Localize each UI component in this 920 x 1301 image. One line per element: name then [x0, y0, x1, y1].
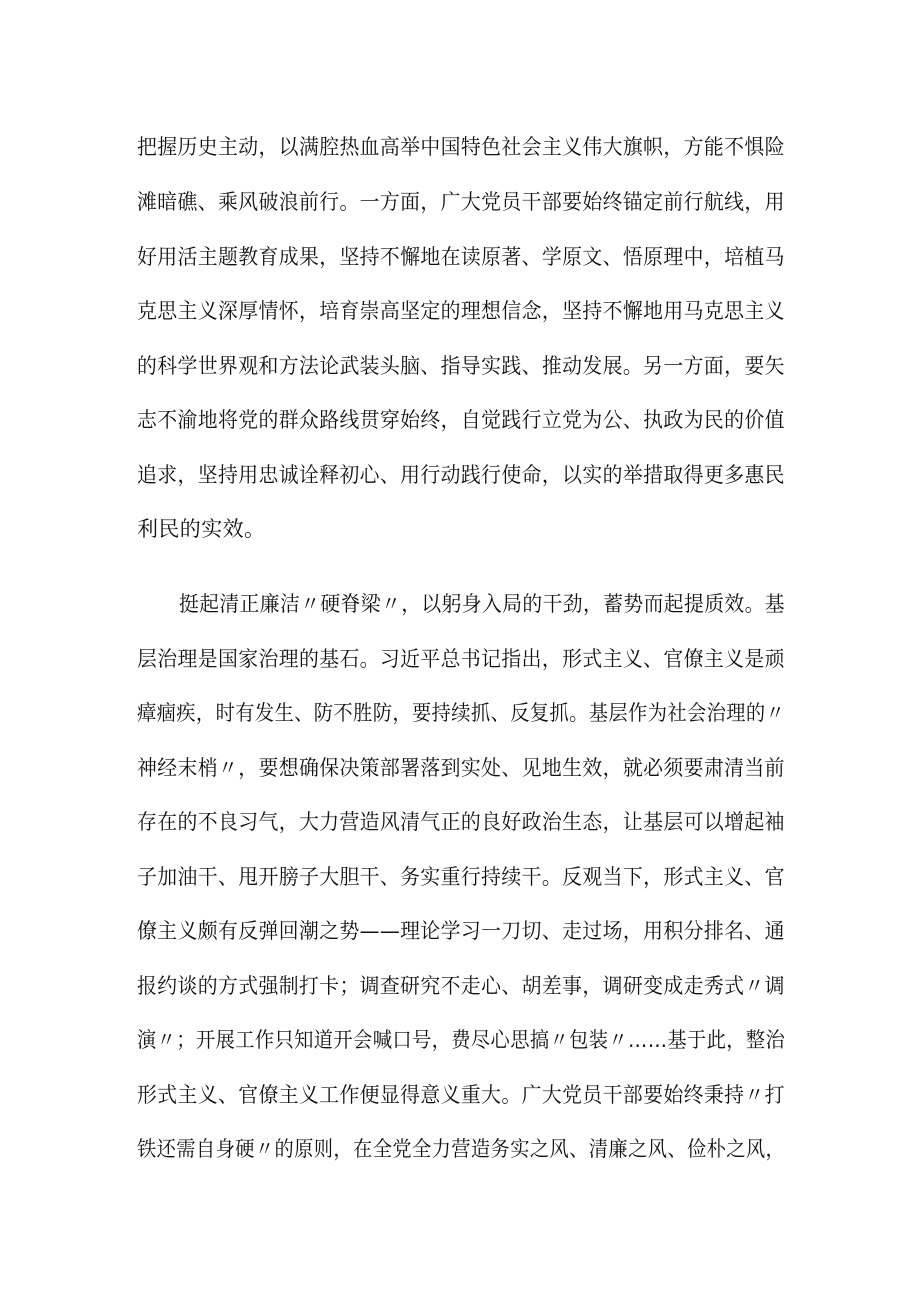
- paragraph-2-line-1: 挺起清正廉洁〃硬脊梁〃，以躬身入局的干劲，蓄势而起提质效。基: [179, 592, 785, 616]
- paragraph-2-line-8: 报约谈的方式强制打卡；调查研究不走心、胡差事，调研变成走秀式〃调: [137, 974, 785, 998]
- paragraph-1-line-6: 志不渝地将党的群众路线贯穿始终，自觉践行立党为公、执政为民的价值: [137, 408, 785, 432]
- paragraph-2-line-7: 僚主义颇有反弹回潮之势——理论学习一刀切、走过场，用积分排名、通: [137, 919, 785, 943]
- paragraph-2-line-6: 子加油干、甩开膀子大胆干、务实重行持续干。反观当下，形式主义、官: [137, 865, 785, 889]
- paragraph-2-line-9: 演〃；开展工作只知道开会喊口号，费尽心思搞〃包装〃……基于此，整治: [137, 1028, 786, 1052]
- paragraph-1-line-3: 好用活主题教育成果，坚持不懈地在读原著、学原文、悟原理中，培植马: [137, 245, 785, 269]
- paragraph-2-line-11: 铁还需自身硬〃的原则，在全党全力营造务实之风、清廉之风、俭朴之风，: [137, 1137, 786, 1161]
- paragraph-1-line-1: 把握历史主动，以满腔热血高举中国特色社会主义伟大旗帜，方能不惧险: [137, 135, 785, 159]
- paragraph-2-line-5: 存在的不良习气，大力营造风清气正的良好政治生态，让基层可以增起袖: [137, 810, 785, 834]
- paragraph-2-line-3: 瘴痼疾，时有发生、防不胜防，要持续抓、反复抓。基层作为社会治理的〃: [137, 701, 786, 725]
- paragraph-1-line-2: 滩暗礁、乘风破浪前行。一方面，广大党员干部要始终锚定前行航线，用: [137, 190, 785, 214]
- paragraph-1-line-7: 追求，坚持用忠诚诠释初心、用行动践行使命，以实的举措取得更多惠民: [137, 463, 785, 487]
- paragraph-2-line-2: 层治理是国家治理的基石。习近平总书记指出，形式主义、官僚主义是顽: [137, 647, 785, 671]
- paragraph-1-line-8: 利民的实效。: [137, 517, 266, 541]
- paragraph-2-line-4: 神经末梢〃，要想确保决策部署落到实处、见地生效，就必须要肃清当前: [137, 756, 785, 780]
- paragraph-2-line-10: 形式主义、官僚主义工作便显得意义重大。广大党员干部要始终秉持〃打: [137, 1083, 785, 1107]
- paragraph-1-line-5: 的科学世界观和方法论武装头脑、指导实践、推动发展。另一方面，要矢: [137, 354, 785, 378]
- paragraph-1-line-4: 克思主义深厚情怀，培育崇高坚定的理想信念，坚持不懈地用马克思主义: [137, 299, 785, 323]
